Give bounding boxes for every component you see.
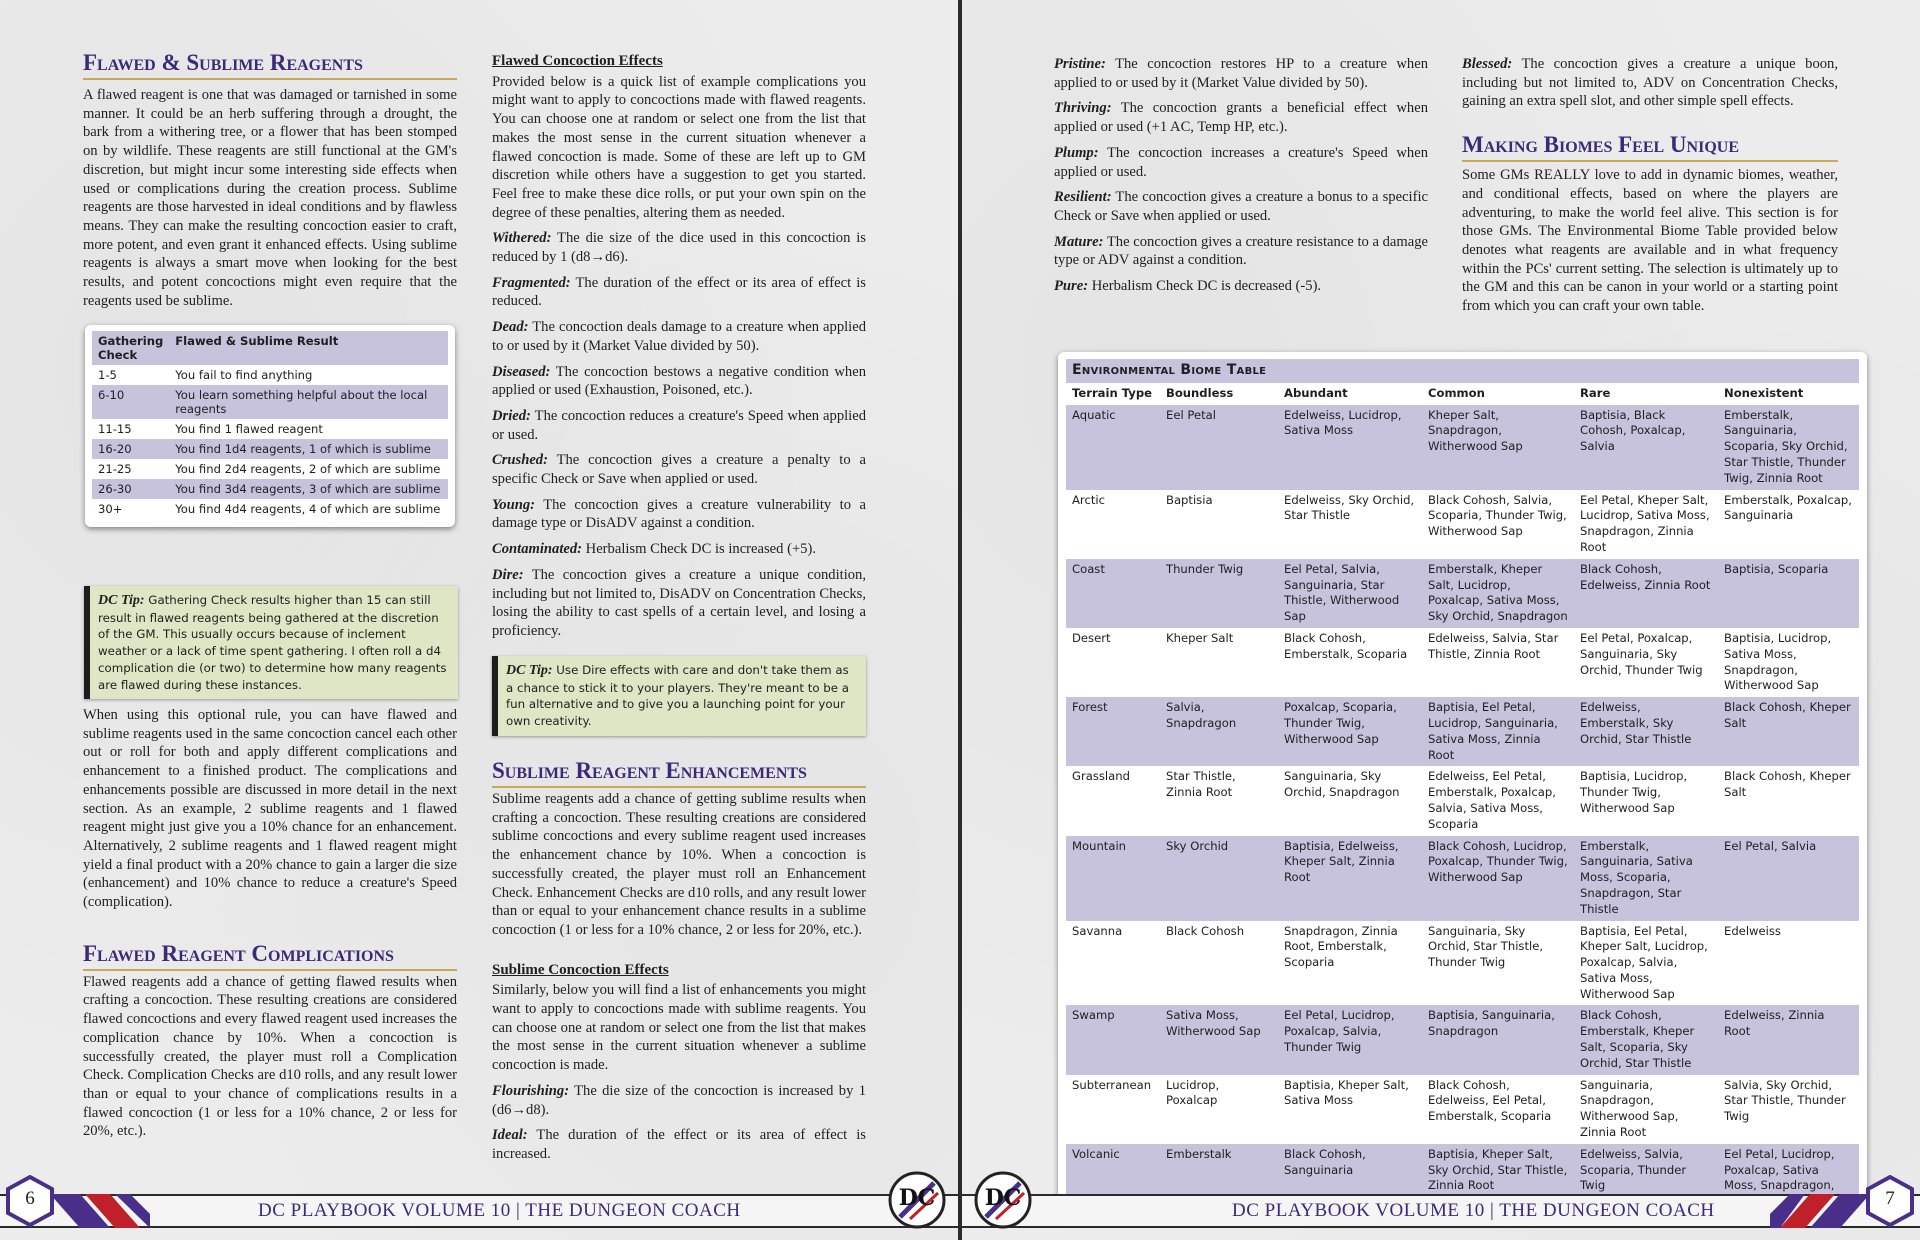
effect-text: The concoction gives a creature resistance to a damage type or ADV against a condition. — [1054, 233, 1428, 269]
table-cell: Eel Petal, Kheper Salt, Lucidrop, Sativa Moss, Snapdragon, Zinnia Root — [1580, 492, 1710, 554]
effect-entry — [1054, 144, 1428, 181]
table-row — [92, 459, 448, 479]
table-cell: 11-15 — [98, 422, 132, 436]
paragraph: When using this optional rule, you can have flawed and sublime reagents used in the same concoction cancel each other out or roll for both and apply different complications and enhancement to a finished product. The complications and enhancements possible are discussed in more detail in the next section. As an example, 2 sublime reagents and 1 flawed reagent might just give you a 10% chance for an enhancement. Alternatively, 2 sublime reagents and 1 flawed reagent might yield a final product with a 20% chance to gain a larger die size (enhancement) and 10% chance to reduce a creature's Speed (complication). — [83, 707, 457, 911]
table-cell: Black Cohosh, Sanguinaria — [1278, 1144, 1422, 1213]
effect-text: The concoction gives a creature a unique boon, including but not limited to, ADV on Concentration Checks, gaining an extra spell slot, and other simple spell effects. — [1462, 56, 1838, 110]
table-cell: Salvia, Snapdragon — [1160, 697, 1278, 766]
table-row — [1066, 697, 1859, 766]
table-cell: Eel Petal, Salvia — [1718, 836, 1859, 921]
table-cell: Emberstalk — [1160, 1144, 1278, 1213]
dc-logo — [888, 1171, 946, 1229]
column-header: Gathering Check — [92, 331, 169, 365]
table-cell: Black Cohosh, Emberstalk, Scoparia — [1284, 630, 1408, 661]
table-cell: Edelweiss, Sky Orchid, Star Thistle — [1284, 492, 1415, 523]
logo-text: DC — [984, 1185, 1022, 1211]
table-cell: Edelweiss — [1724, 923, 1781, 938]
effect-entry — [492, 451, 866, 488]
table-cell: Forest — [1066, 697, 1160, 766]
table-cell: Black Cohosh, Edelweiss, Eel Petal, Emberstalk, Scoparia — [1428, 1077, 1552, 1124]
table-cell: Black Cohosh, Kheper Salt — [1724, 769, 1851, 800]
effect-entry — [1054, 188, 1428, 225]
effect-term: Plump: — [1054, 144, 1099, 161]
table-cell: Emberstalk, Sanguinaria, Sativa Moss, Scoparia, Snapdragon, Star Thistle — [1574, 836, 1718, 921]
table-cell: Subterranean — [1072, 1077, 1152, 1092]
table-row — [1066, 921, 1859, 1006]
effect-text: The concoction grants a beneficial effect when applied or used (+1 AC, Temp HP, etc.). — [1054, 100, 1428, 136]
table-cell: Salvia, Sky Orchid, Star Thistle, Thunder Twig — [1724, 1077, 1846, 1124]
effect-entry — [492, 407, 866, 444]
right-column-2 — [1462, 55, 1838, 323]
table-cell: Edelweiss, Salvia, Scoparia, Thunder Twig — [1574, 1144, 1718, 1213]
table-cell: Lucidrop, Poxalcap — [1166, 1077, 1220, 1108]
footer-stripes-icon — [1770, 1194, 1880, 1228]
paragraph: Similarly, below you will find a list of enhancements you might want to apply to concoctions made with sublime reagents. You can choose one at random or select one from the list that makes the most sense in the current situation whenever a sublime concoction is made. — [492, 982, 866, 1074]
table-row — [92, 419, 448, 439]
effect-text: The concoction gives a creature a bonus to a specific Check or Save when applied or used. — [1054, 189, 1428, 224]
effect-entry — [492, 540, 866, 559]
table-cell: Kheper Salt, Snapdragon, Witherwood Sap — [1422, 405, 1574, 490]
table-cell: 1-5 — [98, 368, 117, 382]
sublime-effects-list — [492, 1082, 866, 1164]
biome-table-title: Environmental Biome Table — [1066, 359, 1859, 383]
table-cell: Sanguinaria, Sky Orchid, Star Thistle, Thunder Twig — [1428, 923, 1544, 970]
table-cell: 21-25 — [98, 462, 132, 476]
effect-blessed — [1462, 55, 1838, 111]
footer-title: DC PLAYBOOK VOLUME 10 | THE DUNGEON COACH — [1232, 1200, 1715, 1221]
table-cell: Volcanic — [1066, 1144, 1160, 1213]
effect-text: The concoction bestows a negative condition when applied or used (Exhaustion, Poisoned, etc.). — [492, 363, 866, 399]
table-cell: Edelweiss, Eel Petal, Emberstalk, Poxalcap, Salvia, Sativa Moss, Scoparia — [1428, 769, 1556, 831]
table-cell: Sanguinaria, Sky Orchid, Snapdragon — [1284, 769, 1400, 800]
table-cell: Edelweiss, Emberstalk, Sky Orchid, Star Thistle — [1574, 697, 1718, 766]
effect-term: Contaminated: — [492, 541, 583, 558]
table-cell: Eel Petal, Lucidrop, Poxalcap, Salvia, Thunder Twig — [1278, 1005, 1422, 1074]
effect-term: Dire: — [492, 566, 524, 583]
table-row — [1066, 628, 1859, 697]
table-cell: You find 2d4 reagents, 2 of which are sublime — [175, 462, 441, 476]
table-cell: Sky Orchid — [1160, 836, 1278, 921]
table-row — [1066, 1005, 1859, 1074]
table-cell: You find 1 flawed reagent — [175, 422, 323, 436]
effect-term: Resilient: — [1054, 189, 1112, 206]
table-row — [92, 365, 448, 385]
table-cell: Baptisia — [1166, 492, 1213, 507]
section-heading-complications: Flawed Reagent Complications — [83, 941, 457, 971]
effect-text: The concoction increases a creature's Speed when applied or used. — [1054, 144, 1428, 180]
table-cell: Mountain — [1066, 836, 1160, 921]
effect-text: The concoction gives a creature a unique condition, including but not limited to, DisADV on Concentration Checks, losing the ability to cast spells of a certain level, and losing a proficiency. — [492, 566, 866, 639]
table-row — [1066, 766, 1859, 835]
table-cell: Desert — [1072, 630, 1111, 645]
paragraph: Some GMs REALLY love to add in dynamic biomes, weather, and conditional effects, based on where the players are adventuring, to make the world feel alive. This section is for those GMs. The Environmental Biome Table provided below denotes what reagents are available and in what frequency within the PCs' current setting. The selection is ultimately up to the GM and this can be canon in your world or a starting point from which you can craft your own table. — [1462, 167, 1838, 315]
effect-entry — [1054, 55, 1428, 92]
paragraph: A flawed reagent is one that was damaged or tarnished in some manner. It could be an herb suffering through a drought, the bark from a withering tree, or a flower that has been stomped on by wildlife. These reagents are still functional at the GM's discretion, but might incur some interesting side effects when used or complications during the creation process. Sublime reagents are those harvested in ideal conditions and by flawless means. They can make the resulting concoction easier to craft, more potent, and even grant it enhanced effects. Using sublime reagents is always a smart move when looking for the best results, and potent concoctions might even require that the reagents used be sublime. — [83, 87, 457, 309]
effect-entry — [492, 1082, 866, 1119]
subheading-sublime-effects: Sublime Concoction Effects — [492, 961, 669, 978]
effect-entry — [492, 229, 866, 266]
effect-entry — [1054, 233, 1428, 270]
table-cell: You find 1d4 reagents, 1 of which is sublime — [175, 442, 431, 456]
table-cell: Eel Petal, Poxalcap, Sanguinaria, Sky Orchid, Thunder Twig — [1580, 630, 1703, 677]
table-cell: Edelweiss, Zinnia Root — [1718, 1005, 1859, 1074]
effect-term: Ideal: — [492, 1127, 528, 1144]
subheading-flawed-effects: Flawed Concoction Effects — [492, 53, 663, 69]
page-number: 7 — [1885, 1188, 1895, 1209]
page-number: 6 — [25, 1188, 35, 1209]
paragraph: Provided below is a quick list of example complications you might want to apply to concoctions made with flawed reagents. You can choose one at random or select one from the list that makes the most sense in the current situation whenever a flawed concoction is made. Some of these are left up to GM discretion while others have a suggestion to get you started. Feel free to make these dice rolls, or put your own spin on the degree of these penalties, altering them as needed. — [492, 73, 866, 221]
effect-text: The concoction gives a creature vulnerability to a damage type or DisADV against a condition. — [492, 496, 866, 532]
tip-text: Gathering Check results higher than 15 can still result in flawed reagents being gathered at the discretion of the GM. This usually occurs because of inclement weather or a lack of time spent gathering. I often roll a d4 complication die (or two) to determine how many reagents are flawed during these instances. — [98, 593, 447, 692]
table-header-row — [92, 331, 448, 365]
table-cell: Baptisia, Lucidrop, Sativa Moss, Snapdragon, Witherwood Sap — [1724, 630, 1832, 693]
effect-term: Pure: — [1054, 278, 1089, 295]
right-column-1 — [1054, 55, 1428, 303]
column-header: Rare — [1580, 385, 1611, 400]
table-cell: You learn something helpful about the local reagents — [175, 388, 428, 416]
table-cell: 6-10 — [98, 388, 125, 402]
paragraph: Flawed reagents add a chance of getting flawed results when crafting a concoction. These resulting creations are considered flawed concoctions and every flawed reagent used increases the complication chance by 10%. When a concoction is successfully created, the player must roll a Complication Check. Complication Checks are d10 rolls, and any result lower than or equal to your chance of complications results in a flawed concoction (1 or less for a 10% chance, 2 or less for 20%, etc.). — [83, 973, 457, 1140]
tip-text: Use Dire effects with care and don't take them as a chance to stick it to your players. They're meant to be a fun alternative and to give you a launching point for your own creativity. — [506, 663, 850, 729]
column-header: Terrain Type — [1072, 385, 1153, 400]
effect-term: Mature: — [1054, 233, 1104, 250]
table-cell: Eel Petal — [1160, 405, 1278, 490]
table-header-row — [1066, 383, 1859, 405]
footer — [962, 1182, 1920, 1228]
table-cell: Baptisia, Kheper Salt, Sativa Moss — [1284, 1077, 1409, 1108]
table-cell: Eel Petal, Lucidrop, Poxalcap, Sativa Moss, Snapdragon, — [1718, 1144, 1859, 1213]
effect-term: Thriving: — [1054, 100, 1112, 117]
dc-tip-box — [84, 586, 458, 699]
column-header: Flawed & Sublime Result — [169, 331, 448, 365]
table-cell: Eel Petal, Salvia, Sanguinaria, Star Thistle, Witherwood Sap — [1278, 559, 1422, 628]
effect-entry — [492, 1126, 866, 1163]
effect-entry — [492, 566, 866, 641]
dc-tip-box — [492, 656, 866, 736]
table-row — [92, 479, 448, 499]
effect-text: The concoction restores HP to a creature when applied to or used by it (Market Value divided by 50). — [1054, 56, 1428, 91]
table-cell: Emberstalk, Sanguinaria, Scoparia, Sky Orchid, Star Thistle, Thunder Twig, Zinnia Root — [1718, 405, 1859, 490]
table-cell: Star Thistle, Zinnia Root — [1166, 769, 1236, 800]
table-cell: Thunder Twig — [1160, 559, 1278, 628]
table-cell: You find 4d4 reagents, 4 of which are sublime — [175, 502, 441, 516]
table-row — [92, 439, 448, 459]
effect-text: The concoction reduces a creature's Speed when applied or used. — [492, 407, 866, 443]
effect-term: Dried: — [492, 407, 531, 424]
sublime-effects-continued — [1054, 55, 1428, 296]
effect-term: Pristine: — [1054, 56, 1106, 72]
effect-text: The die size of the concoction is increased by 1 (d6→d8). — [492, 1082, 866, 1118]
table-cell: Baptisia, Lucidrop, Thunder Twig, Witherwood Sap — [1580, 769, 1688, 815]
column-header: Common — [1428, 385, 1485, 400]
section-heading-biomes: Making Biomes Feel Unique — [1462, 132, 1838, 162]
effect-text: The concoction gives a creature a penalty to a specific Check or Save when applied or used. — [492, 452, 866, 488]
column-header: Nonexistent — [1724, 385, 1804, 400]
effect-entry — [492, 363, 866, 400]
table-cell: Black Cohosh, Edelweiss, Zinnia Root — [1574, 559, 1718, 628]
section-heading-flawed-sublime: Flawed & Sublime Reagents — [83, 50, 457, 80]
table-cell: Black Cohosh, Lucidrop, Poxalcap, Thunder Twig, Witherwood Sap — [1422, 836, 1574, 921]
table-cell: Baptisia, Scoparia — [1718, 559, 1859, 628]
table-cell: 16-20 — [98, 442, 132, 456]
table-cell: Poxalcap, Scoparia, Thunder Twig, Witherwood Sap — [1278, 697, 1422, 766]
biome-table — [1066, 359, 1859, 1213]
effect-term: Dead: — [492, 319, 529, 336]
left-column-2 — [492, 52, 866, 648]
table-cell: Emberstalk, Kheper Salt, Lucidrop, Poxalcap, Sativa Moss, Sky Orchid, Snapdragon — [1422, 559, 1574, 628]
table-cell: Black Cohosh, Salvia, Scoparia, Thunder Twig, Witherwood Sap — [1428, 492, 1567, 539]
tip-label: DC Tip: — [506, 663, 553, 678]
table-cell: Black Cohosh, Emberstalk, Kheper Salt, Scoparia, Sky Orchid, Star Thistle — [1574, 1005, 1718, 1074]
left-column-1-lower — [83, 706, 457, 1148]
gathering-table-box — [85, 325, 455, 527]
table-cell: Black Cohosh, Kheper Salt — [1718, 697, 1859, 766]
footer-stripes-icon — [40, 1194, 150, 1228]
logo-text: DC — [898, 1185, 936, 1211]
table-cell: Grassland — [1072, 769, 1130, 784]
table-cell: Kheper Salt — [1166, 630, 1234, 645]
column-header: Abundant — [1284, 385, 1348, 400]
table-row — [1066, 559, 1859, 628]
table-row — [92, 499, 448, 519]
table-cell: Sanguinaria, Snapdragon, Witherwood Sap, Zinnia Root — [1580, 1077, 1679, 1140]
effect-entry — [492, 318, 866, 355]
biome-table-box — [1058, 352, 1867, 1221]
footer — [0, 1182, 958, 1228]
flawed-effects-list — [492, 229, 866, 640]
section-heading-enhancements: Sublime Reagent Enhancements — [492, 758, 866, 788]
effect-entry — [492, 496, 866, 533]
effect-term: Flourishing: — [492, 1082, 570, 1099]
table-cell: Baptisia, Sanguinaria, Snapdragon — [1422, 1005, 1574, 1074]
table-row — [92, 385, 448, 419]
effect-text: Herbalism Check DC is increased (+5). — [582, 541, 816, 558]
table-cell: Sativa Moss, Witherwood Sap — [1160, 1005, 1278, 1074]
table-cell: Edelweiss, Lucidrop, Sativa Moss — [1278, 405, 1422, 490]
table-cell: Swamp — [1066, 1005, 1160, 1074]
effect-term: Fragmented: — [492, 274, 571, 291]
table-cell: Baptisia, Edelweiss, Kheper Salt, Zinnia Root — [1278, 836, 1422, 921]
table-cell: Baptisia, Eel Petal, Kheper Salt, Lucidrop, Poxalcap, Salvia, Sativa Moss, Witherwood Sap — [1580, 923, 1708, 1001]
table-cell: Baptisia, Black Cohosh, Poxalcap, Salvia — [1574, 405, 1718, 490]
tip-label: DC Tip: — [98, 593, 145, 608]
table-cell: Coast — [1066, 559, 1160, 628]
effect-term: Crushed: — [492, 452, 548, 469]
effect-term: Young: — [492, 496, 535, 513]
effect-entry — [492, 274, 866, 311]
table-cell: Snapdragon, Zinnia Root, Emberstalk, Scoparia — [1284, 923, 1398, 970]
table-cell: Edelweiss, Salvia, Star Thistle, Zinnia Root — [1428, 630, 1559, 661]
effect-text: The die size of the dice used in this concoction is reduced by 1 (d8→d6). — [492, 230, 866, 266]
effect-entry — [1054, 277, 1428, 296]
table-cell: You find 3d4 reagents, 3 of which are sublime — [175, 482, 441, 496]
effect-text: The duration of the effect or its area of effect is increased. — [492, 1127, 866, 1162]
table-cell: Emberstalk, Poxalcap, Sanguinaria — [1724, 492, 1852, 523]
effect-term: Diseased: — [492, 363, 551, 380]
left-column-2-lower — [492, 758, 866, 1171]
effect-term: Blessed: — [1462, 56, 1513, 72]
effect-text: The duration of the effect or its area of effect is reduced. — [492, 274, 866, 310]
table-cell: Arctic — [1072, 492, 1105, 507]
effect-entry — [1054, 99, 1428, 136]
table-cell: Aquatic — [1066, 405, 1160, 490]
table-cell: Black Cohosh — [1166, 923, 1245, 938]
column-header: Boundless — [1166, 385, 1234, 400]
table-row — [1066, 405, 1859, 490]
effect-term: Withered: — [492, 230, 552, 247]
table-cell: 26-30 — [98, 482, 132, 496]
paragraph: Sublime reagents add a chance of getting sublime results when crafting a concoction. These resulting creations are considered sublime concoctions and every sublime reagent used increases the enhancement chance by 10%. When a concoction is successfully created, the player must roll an Enhancement Check. Enhancement Checks are d10 rolls, and any result lower than or equal to your enhancement chance results in a sublime concoction (1 or less for a 10% chance, 2 or less for 20%, etc.). — [492, 791, 866, 938]
effect-text: Herbalism Check DC is decreased (-5). — [1088, 278, 1322, 295]
table-cell: You fail to find anything — [175, 368, 313, 382]
table-cell: Baptisia, Kheper Salt, Sky Orchid, Star Thistle, Zinnia Root — [1422, 1144, 1574, 1213]
footer-title: DC PLAYBOOK VOLUME 10 | THE DUNGEON COACH — [258, 1200, 741, 1221]
left-page — [0, 0, 958, 1240]
table-row — [1066, 836, 1859, 921]
gathering-table — [92, 331, 448, 519]
table-row — [1066, 1075, 1859, 1144]
right-page — [962, 0, 1920, 1240]
table-row — [1066, 490, 1859, 559]
effect-text: The concoction deals damage to a creature when applied to or used by it (Market Value divided by 50). — [492, 319, 866, 354]
left-column-1 — [83, 50, 457, 317]
table-cell: Savanna — [1072, 923, 1123, 938]
dc-logo — [974, 1171, 1032, 1229]
table-title-row — [1066, 359, 1859, 383]
table-cell: Baptisia, Eel Petal, Lucidrop, Sanguinaria, Sativa Moss, Zinnia Root — [1422, 697, 1574, 766]
table-cell: 30+ — [98, 502, 123, 516]
